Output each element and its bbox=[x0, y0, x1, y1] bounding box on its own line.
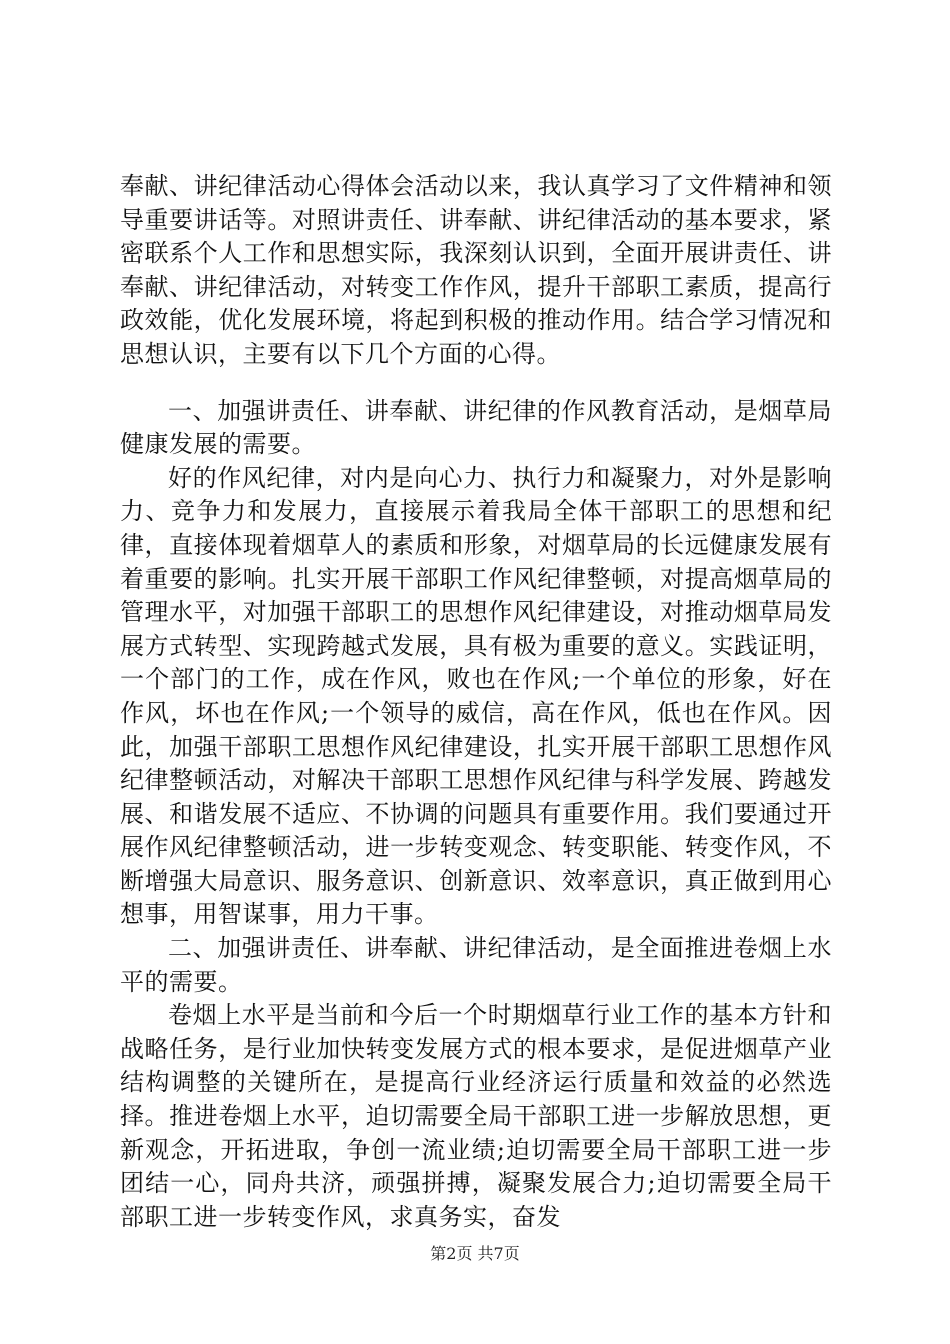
heading-section-two: 二、加强讲责任、讲奉献、讲纪律活动，是全面推进卷烟上水平的需要。 bbox=[120, 934, 832, 996]
paragraph-section-two: 卷烟上水平是当前和今后一个时期烟草行业工作的基本方针和战略任务，是行业加快转变发展方式的根本要求，是促进烟草产业结构调整的关键所在，是提高行业经济运行质量和效益的必然选择。推进卷烟上水平，迫切需要全局干部职工进一步解放思想，更新观念，开拓进取，争创一流业绩;迫切需要全局干部职工进一步团结一心，同舟共济，顽强拼搏，凝聚发展合力;迫切需要全局干部职工进一步转变作风，求真务实，奋发 bbox=[120, 1001, 832, 1231]
document-body bbox=[120, 170, 832, 1234]
page-number-footer: 第2页 共7页 bbox=[430, 1244, 520, 1263]
paragraph-intro: 奉献、讲纪律活动心得体会活动以来，我认真学习了文件精神和领导重要讲话等。对照讲责任、讲奉献、讲纪律活动的基本要求，紧密联系个人工作和思想实际，我深刻认识到，全面开展讲责任、讲奉献、讲纪律活动，对转变工作作风，提升干部职工素质，提高行政效能，优化发展环境，将起到积极的推动作用。结合学习情况和思想认识，主要有以下几个方面的心得。 bbox=[120, 172, 832, 368]
paragraph-section-one: 好的作风纪律，对内是向心力、执行力和凝聚力，对外是影响力、竞争力和发展力，直接展示着我局全体干部职工的思想和纪律，直接体现着烟草人的素质和形象，对烟草局的长远健康发展有着重要的影响。扎实开展干部职工作风纪律整顿，对提高烟草局的管理水平，对加强干部职工的思想作风纪律建设，对推动烟草局发展方式转型、实现跨越式发展，具有极为重要的意义。实践证明，一个部门的工作，成在作风，败也在作风;一个单位的形象，好在作风，坏也在作风;一个领导的威信，高在作风，低也在作风。因此，加强干部职工思想作风纪律建设，扎实开展干部职工思想作风纪律整顿活动，对解决干部职工思想作风纪律与科学发展、跨越发展、和谐发展不适应、不协调的问题具有重要作用。我们要通过开展作风纪律整顿活动，进一步转变观念、转变职能、转变作风，不断增强大局意识、服务意识、创新意识、效率意识，真正做到用心想事，用智谋事，用力干事。 bbox=[120, 463, 832, 929]
heading-section-one: 一、加强讲责任、讲奉献、讲纪律的作风教育活动，是烟草局健康发展的需要。 bbox=[120, 396, 832, 459]
